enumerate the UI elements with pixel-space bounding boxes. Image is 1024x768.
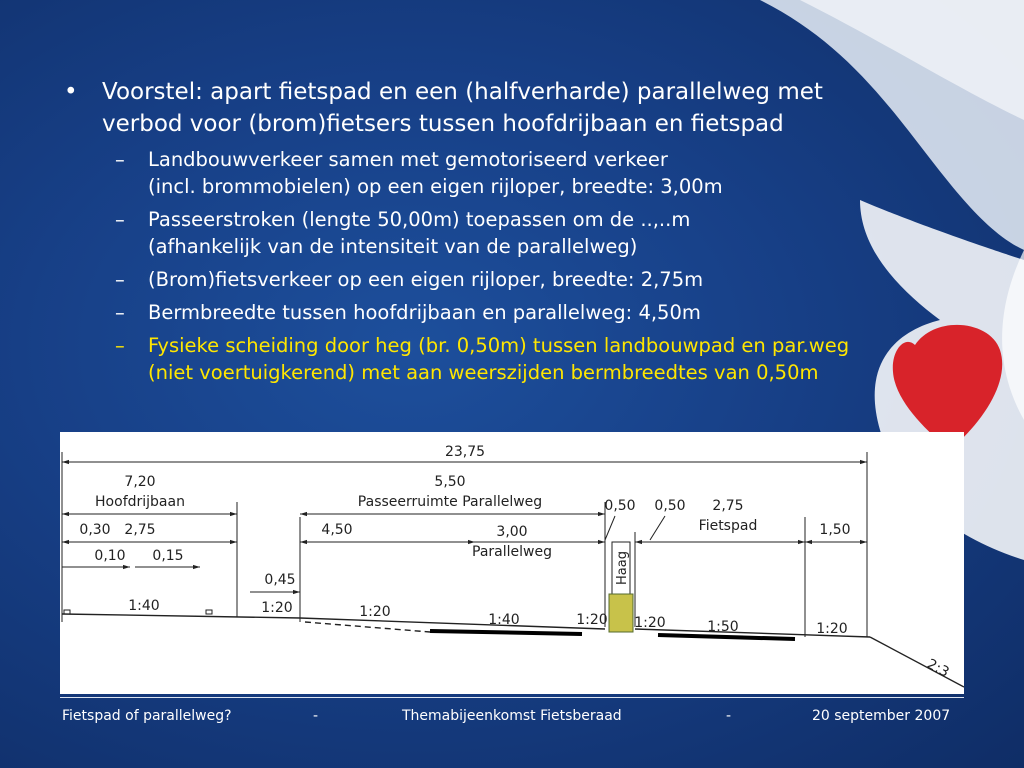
slope-label: 1:40 [488,612,520,628]
footer-divider [60,697,964,698]
dim-heg-left: 0,50 [604,498,636,514]
main-bullet-line-1: Voorstel: apart fietspad en een (halfverharde) parallelweg met [102,79,823,105]
dim-015: 0,15 [152,548,184,564]
dash-marker: – [115,268,125,291]
sub-item-line: Passeerstroken (lengte 50,00m) toepassen om de ..,..m [148,208,691,231]
slope-label: 1:20 [816,621,848,637]
dim-berm: 4,50 [321,522,353,538]
footer-sep: - [313,708,319,724]
slope-label: 1:50 [707,619,739,635]
bullet-marker: • [64,79,78,105]
dash-marker: – [115,148,125,171]
sub-item-line: Bermbreedte tussen hoofdrijbaan en parallelweg: 4,50m [148,301,701,324]
sub-item-landbouwverkeer [60,146,980,200]
sub-item-passeerstroken [60,206,980,260]
dim-total: 23,75 [444,444,486,460]
dim-010: 0,10 [94,548,126,564]
dim-fiets-width: 2,75 [712,498,744,514]
haag-hedge [609,594,633,632]
dim-par-width: 3,00 [496,524,528,540]
footer-right: 20 september 2007 [812,708,951,724]
dim-par-label: Parallelweg [472,544,552,560]
sub-item-bermbreedte [60,299,980,326]
sub-bullet-list [60,146,980,386]
sub-item-line: (niet voertuigkerend) met aan weerszijden bermbreedtes van 0,50m [148,361,819,384]
dim-passeer-width: 5,50 [434,474,466,490]
dim-right-berm: 1,50 [819,522,851,538]
slope-label: 1:40 [128,598,160,614]
slope-label: 1:20 [576,612,608,628]
sub-item-line: (afhankelijk van de intensiteit van de parallelweg) [148,235,638,258]
dim-hoofd-width: 7,20 [124,474,156,490]
dash-marker: – [115,208,125,231]
footer-middle: Themabijeenkomst Fietsberaad [402,708,622,724]
footer-sep: - [726,708,732,724]
dim-hoofd-label: Hoofdrijbaan [95,494,185,510]
slope-label: 1:20 [261,600,293,616]
dim-heg-right: 0,50 [654,498,686,514]
dim-275a: 2,75 [124,522,156,538]
dim-030: 0,30 [79,522,111,538]
dim-passeer-label: Passeerruimte Parallelweg [357,494,543,510]
dim-fiets-label: Fietspad [698,518,758,534]
sub-item-line: (incl. brommobielen) op een eigen rijloper, breedte: 3,00m [148,175,723,198]
dim-045: 0,45 [264,572,296,588]
slope-label: 1:20 [634,615,666,631]
footer-left: Fietspad of parallelweg? [62,708,232,724]
slope-label: 1:20 [359,604,391,620]
sub-item-line: Fysieke scheiding door heg (br. 0,50m) tussen landbouwpad en par.weg [148,334,850,357]
cross-section-drawing [60,432,964,694]
sub-item-fysieke-scheiding [60,332,980,386]
sub-item-line: Landbouwverkeer samen met gemotoriseerd verkeer [148,148,668,171]
dash-marker: – [115,334,125,357]
haag-label: Haag [615,551,630,585]
main-bullet-line-2: verbod voor (brom)fietsers tussen hoofdrijbaan en fietspad [102,111,784,137]
dash-marker: – [115,301,125,324]
slide-content [60,76,980,392]
slope-label: 2:3 [924,656,952,681]
sub-item-line: (Brom)fietsverkeer op een eigen rijloper, breedte: 2,75m [148,268,704,291]
main-bullet [60,76,980,140]
sub-item-bromfietsverkeer [60,266,980,293]
